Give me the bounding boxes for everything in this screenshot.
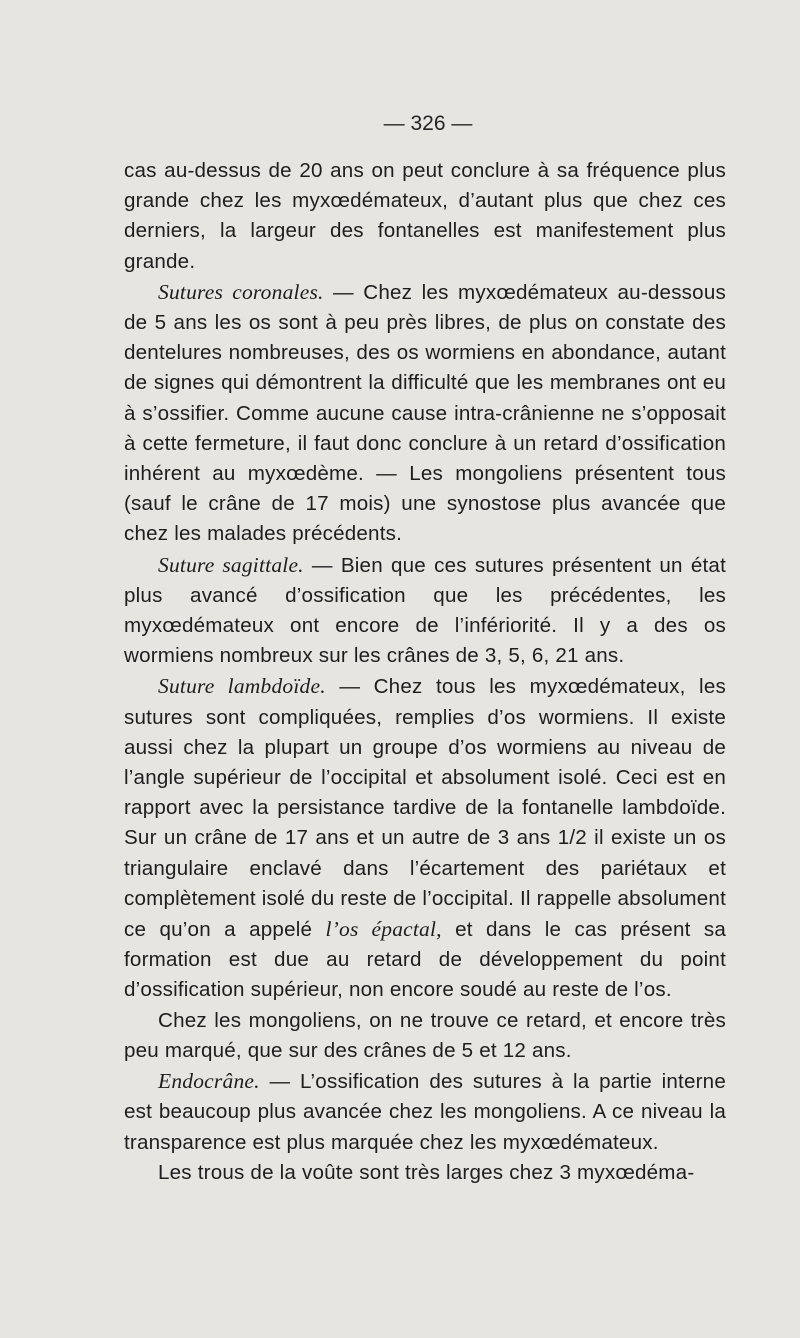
paragraph-suture-sagittale bbox=[124, 550, 726, 672]
paragraph-suture-lambdoide bbox=[124, 671, 726, 1005]
section-heading: Suture lambdoïde. bbox=[158, 674, 326, 699]
paragraph-mongoliens bbox=[124, 1006, 726, 1066]
section-heading: Suture sagittale. bbox=[158, 552, 304, 577]
paragraph-text: Chez les mongoliens, on ne trouve ce retard, et encore très peu marqué, que sur des crânes de 5 et 12 ans. bbox=[124, 1008, 726, 1062]
body-text bbox=[124, 156, 726, 1188]
section-heading: Sutures coronales. bbox=[158, 279, 324, 304]
paragraph-intro bbox=[124, 156, 726, 277]
paragraph-trous-voute bbox=[124, 1158, 726, 1188]
italic-term: l’os épactal, bbox=[325, 917, 442, 942]
paragraph-text: Les trous de la voûte sont très larges chez 3 myxœdéma- bbox=[158, 1160, 695, 1184]
paragraph-endocrane bbox=[124, 1066, 726, 1158]
paragraph-sutures-coronales bbox=[124, 277, 726, 550]
section-heading: Endocrâne. bbox=[158, 1069, 260, 1094]
paragraph-text: — Chez les myxœdémateux au-dessous de 5 ans les os sont à peu près libres, de plus on constate des dentelures nombreuses, des os wormiens en abondance, autant de signes qui démontrent la difficulté que les membranes ont eu à s’ossifier. Comme aucune cause intra-crânienne ne s’opposait à cette fermeture, il faut donc conclure à un retard d’ossification inhérent au myxœdème. — Les mongoliens présentent tous (sauf le crâne de 17 mois) une synostose plus avancée que chez les malades précédents. bbox=[124, 280, 726, 546]
paragraph-text: cas au-dessus de 20 ans on peut conclure à sa fréquence plus grande chez les myxœdémateux, d’autant plus que chez ces derniers, la largeur des fontanelles est manifestement plus grande. bbox=[124, 159, 726, 273]
paragraph-text: et dans le cas présent sa formation est due au retard de développement du point d’ossification supérieur, non encore soudé au reste de l’os. bbox=[124, 918, 726, 1002]
paragraph-text: — Bien que ces sutures présentent un état plus avancé d’ossification que les précédentes, les myxœdémateux ont encore de l’infériorité. Il y a des os wormiens nombreux sur les crânes de 3, 5, 6, 21 ans. bbox=[124, 553, 726, 668]
paragraph-text: — Chez tous les myxœdémateux, les sutures sont compliquées, remplies d’os wormiens. Il existe aussi chez la plupart un groupe d’os wormiens au niveau de l’angle supérieur de l’occipital et absolument isolé. Ceci est en rapport avec la persistance tardive de la fontanelle lambdoïde. Sur un crâne de 17 ans et un autre de 3 ans 1/2 il existe un os triangulaire enclavé dans l’écartement des pariétaux et complètement isolé du reste de l’occipital. Il rappelle absolument ce qu’on a appelé bbox=[124, 675, 726, 942]
page-number: — 326 — bbox=[383, 112, 473, 135]
paragraph-text: — L’ossification des sutures à la partie interne est beaucoup plus avancée chez les mongoliens. A ce niveau la transparence est plus marquée chez les myxœdémateux. bbox=[124, 1070, 726, 1154]
